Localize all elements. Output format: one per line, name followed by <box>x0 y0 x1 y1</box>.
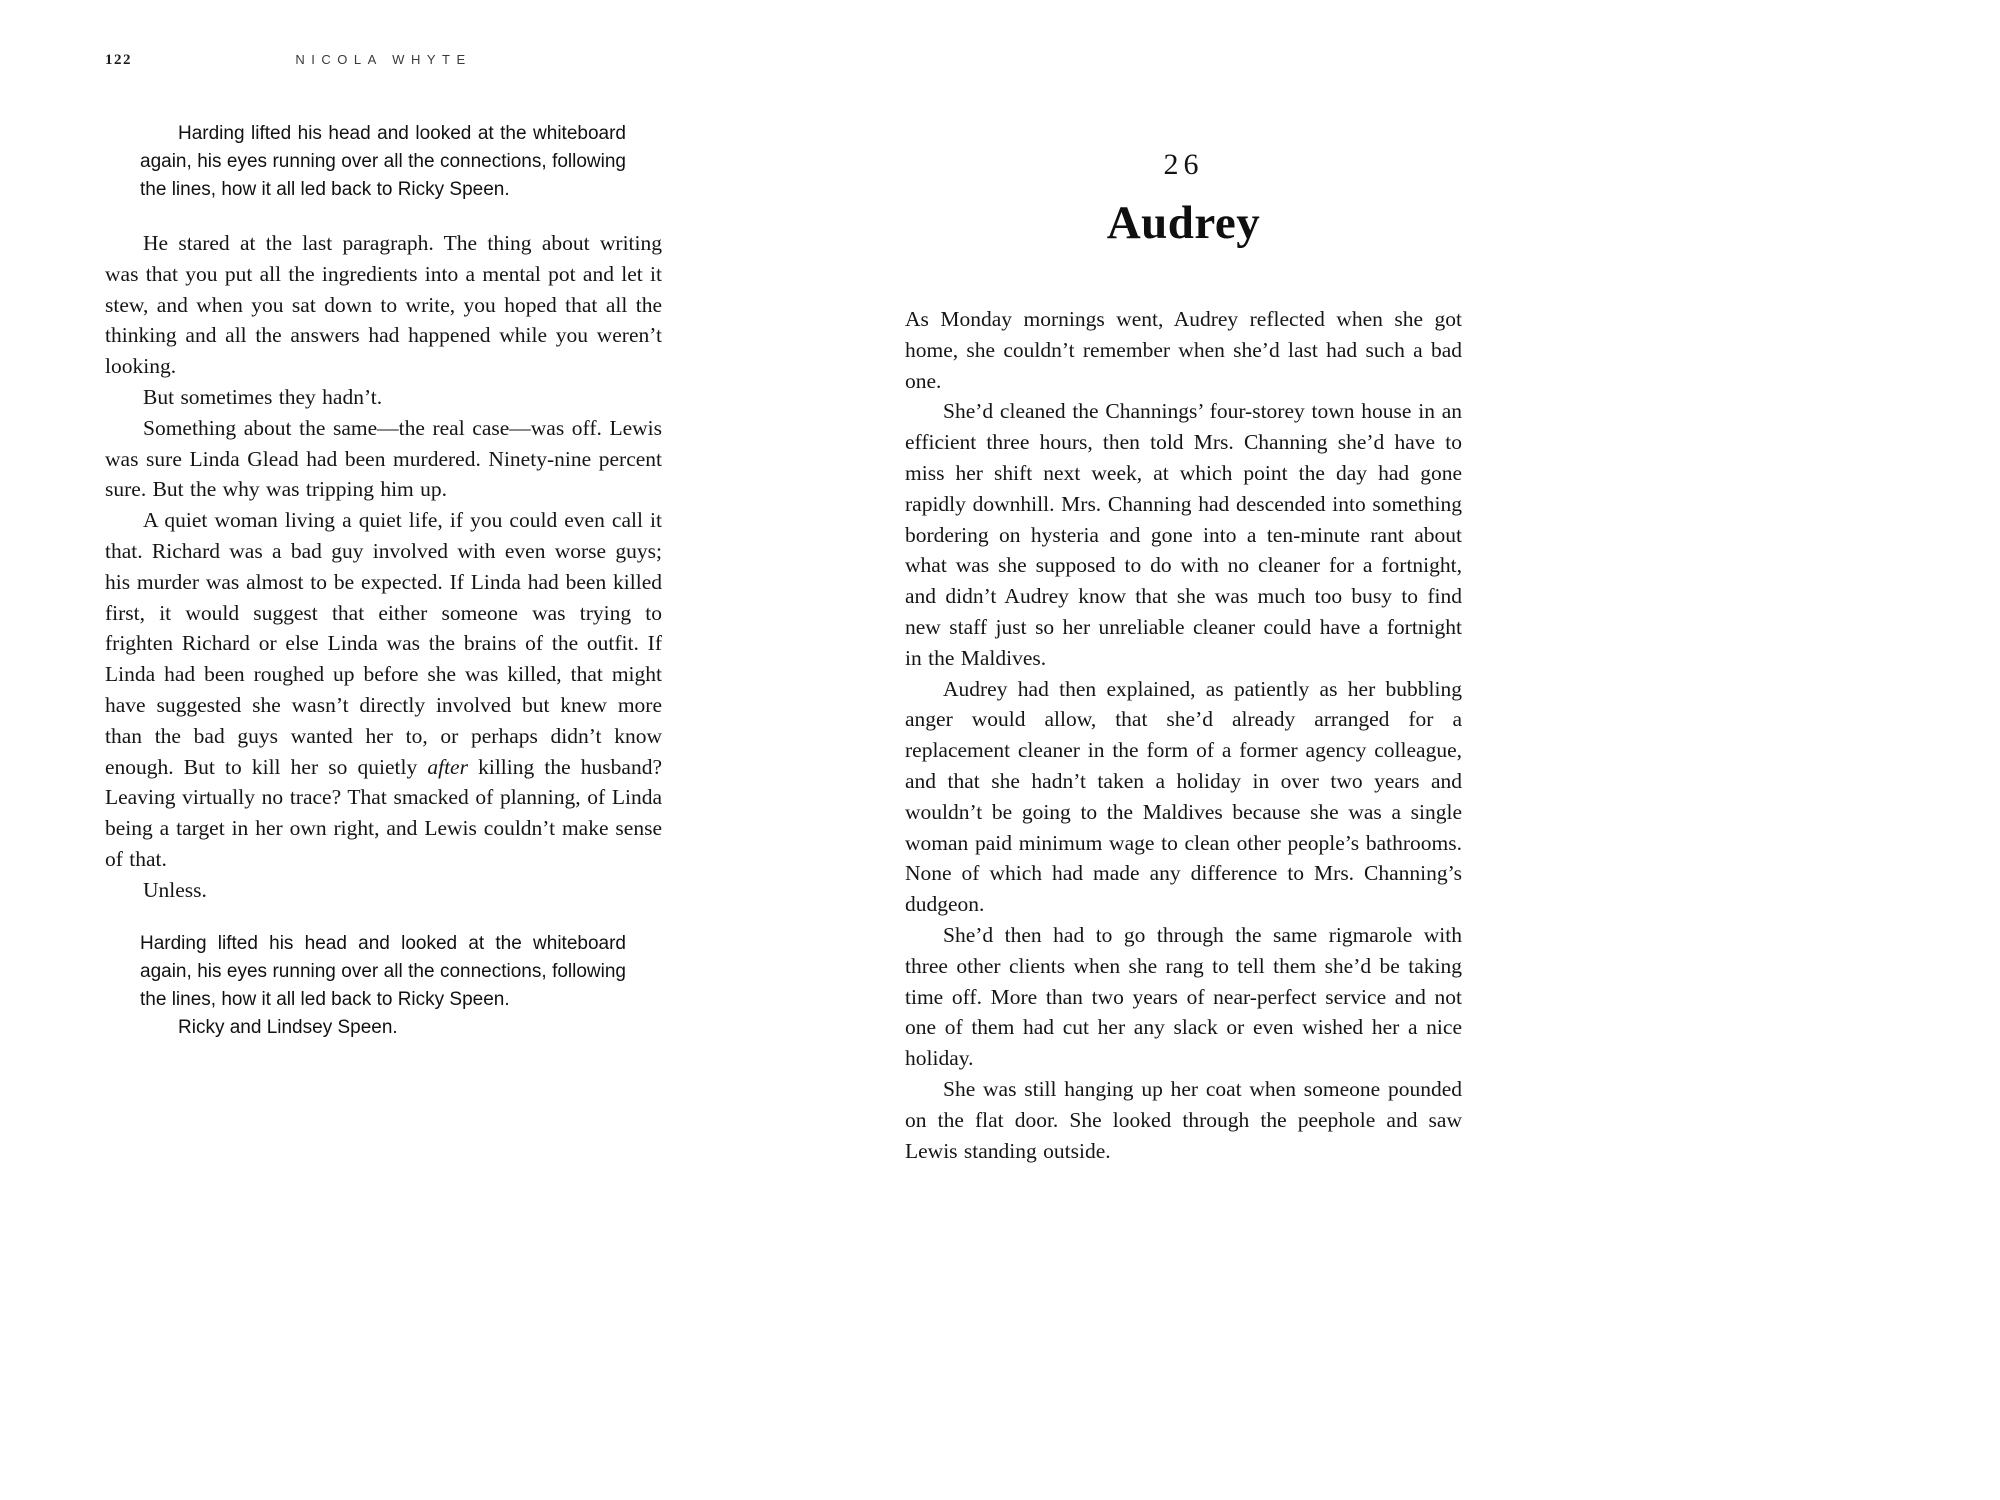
paragraph: She was still hanging up her coat when someone pounded on the flat door. She looked through the peephole and saw Lewis standing outside. <box>905 1076 1462 1163</box>
page-number: 122 <box>105 52 132 68</box>
paragraph: Audrey had then explained, as patiently as her bubbling anger would allow, that she’d already arranged for a replacement cleaner in the form of a former agency colleague, and that she hadn’t taken a holiday in over two years and wouldn’t be going to the Maldives because she was a single woman paid minimum wage to clean other people’s bathrooms. None of which had made any difference to Mrs. Channing’s dudgeon. <box>905 676 1462 917</box>
whiteboard-quote-top <box>140 120 626 204</box>
chapter-number: 26 <box>1163 148 1204 181</box>
paragraph: Unless. <box>143 877 207 902</box>
paragraph: She’d cleaned the Channings’ four-storey town house in an efficient three hours, then told Mrs. Channing she’d have to miss her shift next week, at which point the day had gone rapidly downhill. Mrs. Channing had descended into something bordering on hysteria and gone into a ten-minute rant about what was she supposed to do with no cleaner for a fortnight, and didn’t Audrey know that she was much too busy to find new staff just so her unreliable cleaner could have a fortnight in the Maldives. <box>905 399 1462 670</box>
running-header: NICOLA WHYTE <box>295 52 472 67</box>
paragraph: But sometimes they hadn’t. <box>143 384 383 409</box>
right-page <box>905 148 1462 1166</box>
left-page <box>105 52 662 1042</box>
quote-paragraph: Harding lifted his head and looked at the whiteboard again, his eyes running over all the connections, following the lines, how it all led back to Ricky Speen. <box>140 932 626 1010</box>
paragraph: She’d then had to go through the same rigmarole with three other clients when she rang to tell them she’d be taking time off. More than two years of near-perfect service and not one of them had cut her any slack or even wished her a nice holiday. <box>905 922 1462 1071</box>
paragraph: Something about the same—the real case—was off. Lewis was sure Linda Glead had been murdered. Ninety-nine percent sure. But the why was tripping him up. <box>105 415 662 502</box>
paragraph: A quiet woman living a quiet life, if you could even call it that. Richard was a bad guy involved with even worse guys; his murder was almost to be expected. If Linda had been killed first, it would suggest that either someone was trying to frighten Richard or else Linda was the brains of the outfit. If Linda had been roughed up before she was killed, that might have suggested she wasn’t directly involved but knew more than the bad guys wanted her to, or perhaps didn’t know enough. But to kill her so quietly after killing the husband? Leaving virtually no trace? That smacked of planning, of Linda being a target in her own right, and Lewis couldn’t make sense of that. <box>105 508 662 871</box>
paragraph: He stared at the last paragraph. The thing about writing was that you put all the ingredients into a mental pot and let it stew, and when you sat down to write, you hoped that all the thinking and all the answers had happened while you weren’t looking. <box>105 231 662 379</box>
chapter-title: Audrey <box>1106 197 1261 249</box>
left-body-text <box>105 228 662 906</box>
paragraph: As Monday mornings went, Audrey reflected when she got home, she couldn’t remember when she’d last had such a bad one. <box>905 307 1462 393</box>
right-body-text <box>905 304 1462 1166</box>
quote-paragraph: Ricky and Lindsey Speen. <box>178 1016 398 1038</box>
left-page-header <box>105 52 662 74</box>
quote-paragraph: Harding lifted his head and looked at the whiteboard again, his eyes running over all the connections, following the lines, how it all led back to Ricky Speen. <box>140 123 626 200</box>
whiteboard-quote-bottom <box>140 930 626 1042</box>
